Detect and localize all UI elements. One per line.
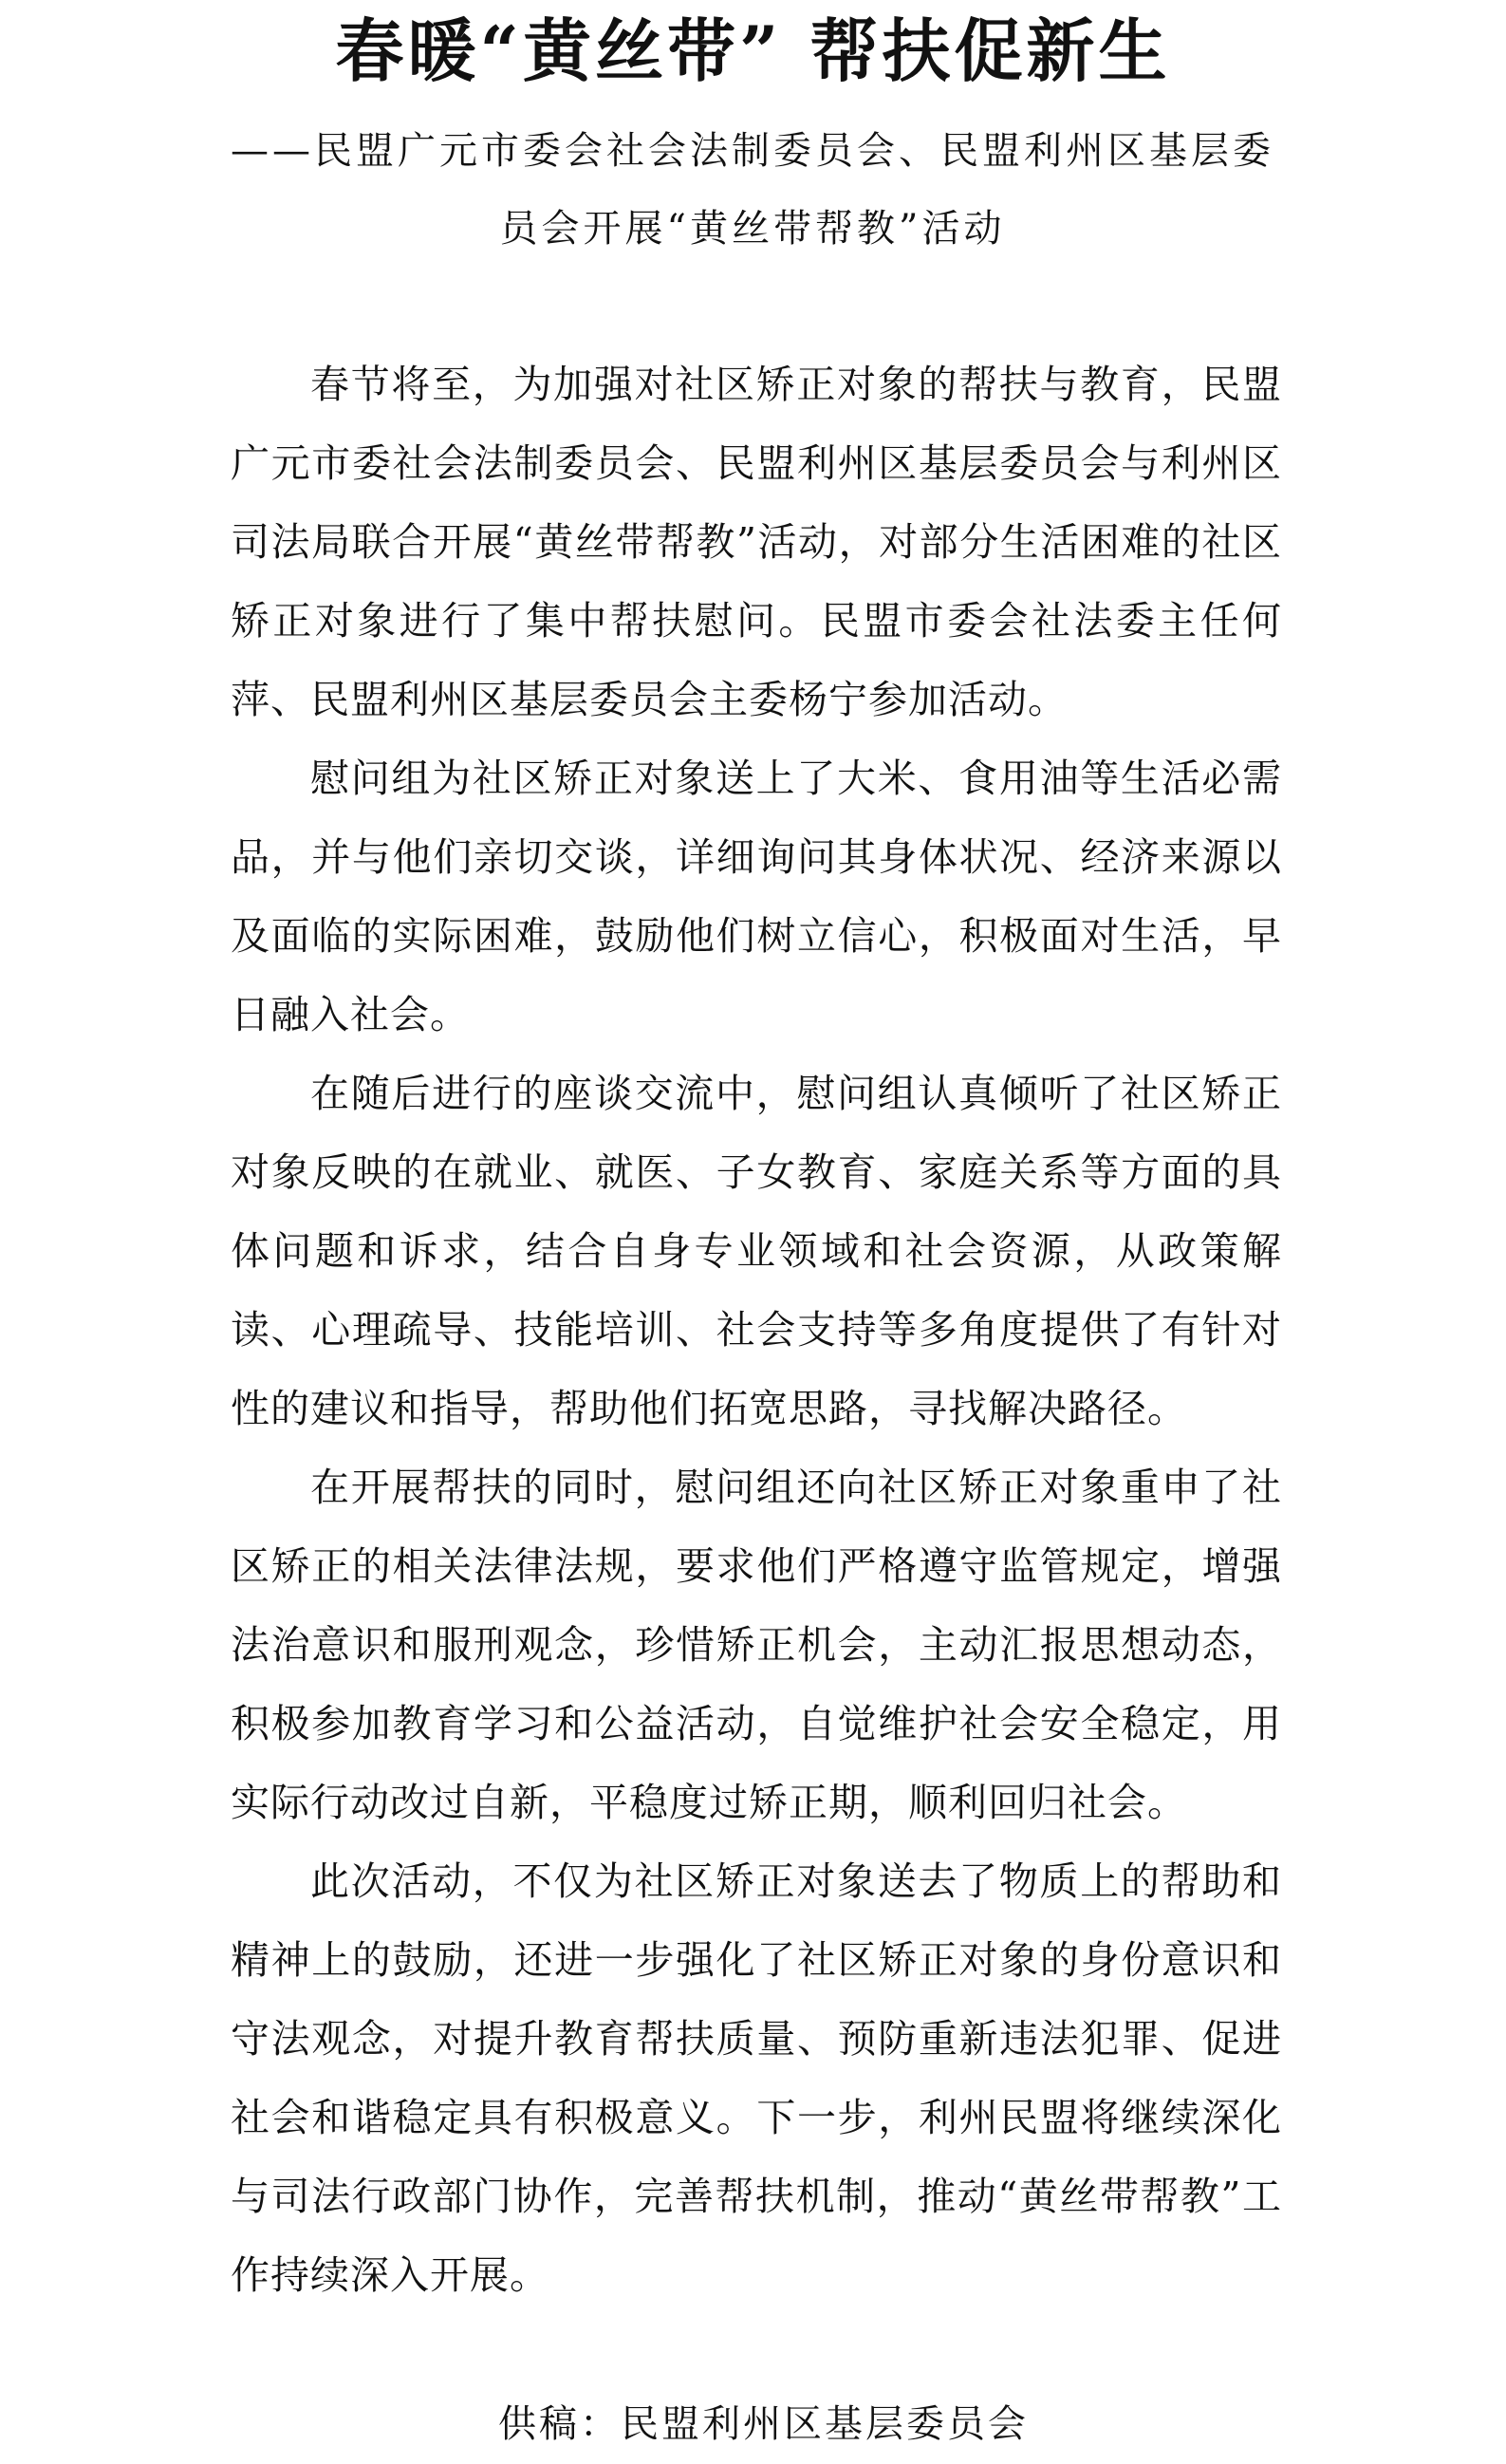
article-subtitle: ——民盟广元市委会社会法制委员会、民盟利州区基层委员会开展“黄丝带帮教”活动: [231, 129, 1274, 251]
paragraph-5: 此次活动，不仅为社区矫正对象送去了物质上的帮助和精神上的鼓励，还进一步强化了社区矫正对象的身份意识和守法观念，对提升教育帮扶质量、预防重新违法犯罪、促进社会和谐稳定具有积极意义。下一步，利州民盟将继续深化与司法行政部门协作，完善帮扶机制，推动“黄丝带帮教”工作持续深入开展。: [231, 1858, 1282, 2298]
article-credit: 供稿：民盟利州区基层委员会: [498, 2402, 1029, 2446]
paragraph-3: 在随后进行的座谈交流中，慰问组认真倾听了社区矫正对象反映的在就业、就医、子女教育、家庭关系等方面的具体问题和诉求，结合自身专业领域和社会资源，从政策解读、心理疏导、技能培训、社会支持等多角度提供了有针对性的建议和指导，帮助他们拓宽思路，寻找解决路径。: [231, 1071, 1282, 1431]
paragraph-1: 春节将至，为加强对社区矫正对象的帮扶与教育，民盟广元市委社会法制委员会、民盟利州区基层委员会与利州区司法局联合开展“黄丝带帮教”活动，对部分生活困难的社区矫正对象进行了集中帮扶慰问。民盟市委会社法委主任何萍、民盟利州区基层委员会主委杨宁参加活动。: [231, 362, 1282, 722]
paragraph-2: 慰问组为社区矫正对象送上了大米、食用油等生活必需品，并与他们亲切交谈，详细询问其身体状况、经济来源以及面临的实际困难，鼓励他们树立信心，积极面对生活，早日融入社会。: [231, 756, 1282, 1037]
article-title: 春暖“黄丝带” 帮扶促新生: [335, 10, 1171, 91]
article-body: [231, 345, 1282, 2315]
paragraph-4: 在开展帮扶的同时，慰问组还向社区矫正对象重申了社区矫正的相关法律法规，要求他们严格遵守监管规定，增强法治意识和服刑观念，珍惜矫正机会，主动汇报思想动态，积极参加教育学习和公益活动，自觉维护社会安全稳定，用实际行动改过自新，平稳度过矫正期，顺利回归社会。: [231, 1465, 1282, 1825]
